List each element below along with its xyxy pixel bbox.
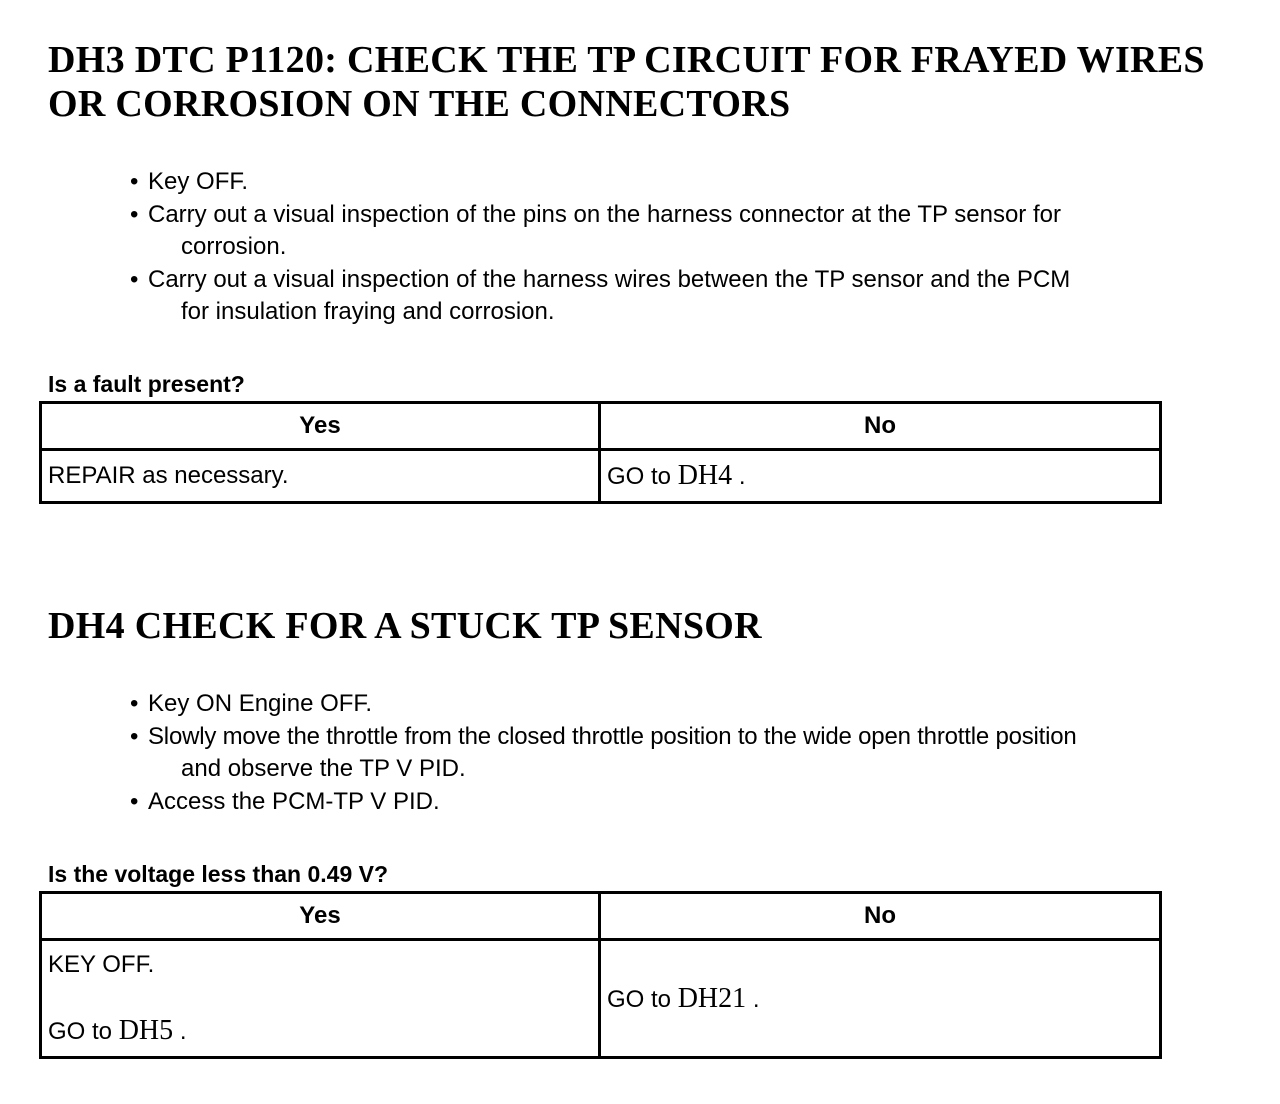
yes-action-text: REPAIR as necessary. (48, 462, 289, 489)
step-text-continued: for insulation fraying and corrosion. (181, 298, 555, 325)
step-text: Slowly move the throttle from the closed throttle position to the wide open throttle position (148, 722, 1077, 750)
bullet-icon: • (130, 200, 139, 228)
no-column-header: No (600, 403, 1161, 450)
section-dh3-decision-table (39, 401, 1162, 504)
goto-suffix: . (179, 1018, 187, 1045)
section-dh4-question: Is the voltage less than 0.49 V? (48, 861, 389, 887)
yes-column-header: Yes (41, 893, 600, 940)
table-header-row (41, 893, 1161, 940)
yes-column-header: Yes (41, 403, 600, 450)
bullet-icon: • (130, 690, 139, 717)
step-item (130, 264, 1070, 329)
step-text-continued: corrosion. (181, 233, 287, 260)
goto-prefix: GO to (48, 1018, 113, 1045)
goto-dh5-link[interactable]: DH5 (118, 1015, 174, 1046)
bullet-icon: • (130, 265, 139, 293)
bullet-icon: • (130, 722, 139, 750)
no-cell (600, 940, 1161, 1058)
section-dh3-question: Is a fault present? (48, 371, 245, 397)
table-header-row (41, 403, 1161, 450)
no-cell (600, 450, 1161, 503)
goto-prefix: GO to (607, 985, 672, 1013)
goto-suffix: . (738, 463, 746, 490)
step-text: Carry out a visual inspection of the pins on the harness connector at the TP sensor for (148, 200, 1061, 228)
step-text: Access the PCM-TP V PID. (148, 787, 440, 815)
step-item (130, 199, 1070, 264)
step-text: Key ON Engine OFF. (148, 690, 373, 717)
section-dh3-heading-line1: DH3 DTC P1120: CHECK THE TP CIRCUIT FOR FRAYED WIRES (48, 39, 1205, 81)
section-dh4-steps (130, 688, 1077, 818)
goto-prefix: GO to (607, 463, 672, 490)
goto-suffix: . (752, 985, 760, 1013)
table-row (41, 940, 1161, 1058)
goto-dh4-link[interactable]: DH4 (677, 460, 733, 491)
yes-goto-line (48, 1015, 592, 1048)
step-text: Key OFF. (148, 168, 249, 195)
step-item (130, 786, 1077, 819)
section-dh3-steps (130, 166, 1070, 329)
yes-action-text: KEY OFF. (48, 951, 155, 978)
section-dh4-decision-table (39, 891, 1162, 1059)
section-dh3-heading-line2: OR CORROSION ON THE CONNECTORS (48, 83, 791, 125)
table-row (41, 450, 1161, 503)
no-column-header: No (600, 893, 1161, 940)
step-item (130, 688, 1077, 721)
section-dh4-heading: DH4 CHECK FOR A STUCK TP SENSOR (48, 605, 762, 647)
step-text: Carry out a visual inspection of the harness wires between the TP sensor and the PCM (148, 265, 1071, 293)
goto-dh21-link[interactable]: DH21 (677, 982, 747, 1014)
bullet-icon: • (130, 168, 139, 195)
section-dh3-heading (48, 38, 1205, 126)
step-text-continued: and observe the TP V PID. (181, 755, 466, 782)
step-item (130, 721, 1077, 786)
bullet-icon: • (130, 787, 139, 815)
yes-cell (41, 940, 600, 1058)
yes-cell (41, 450, 600, 503)
step-item (130, 166, 1070, 199)
